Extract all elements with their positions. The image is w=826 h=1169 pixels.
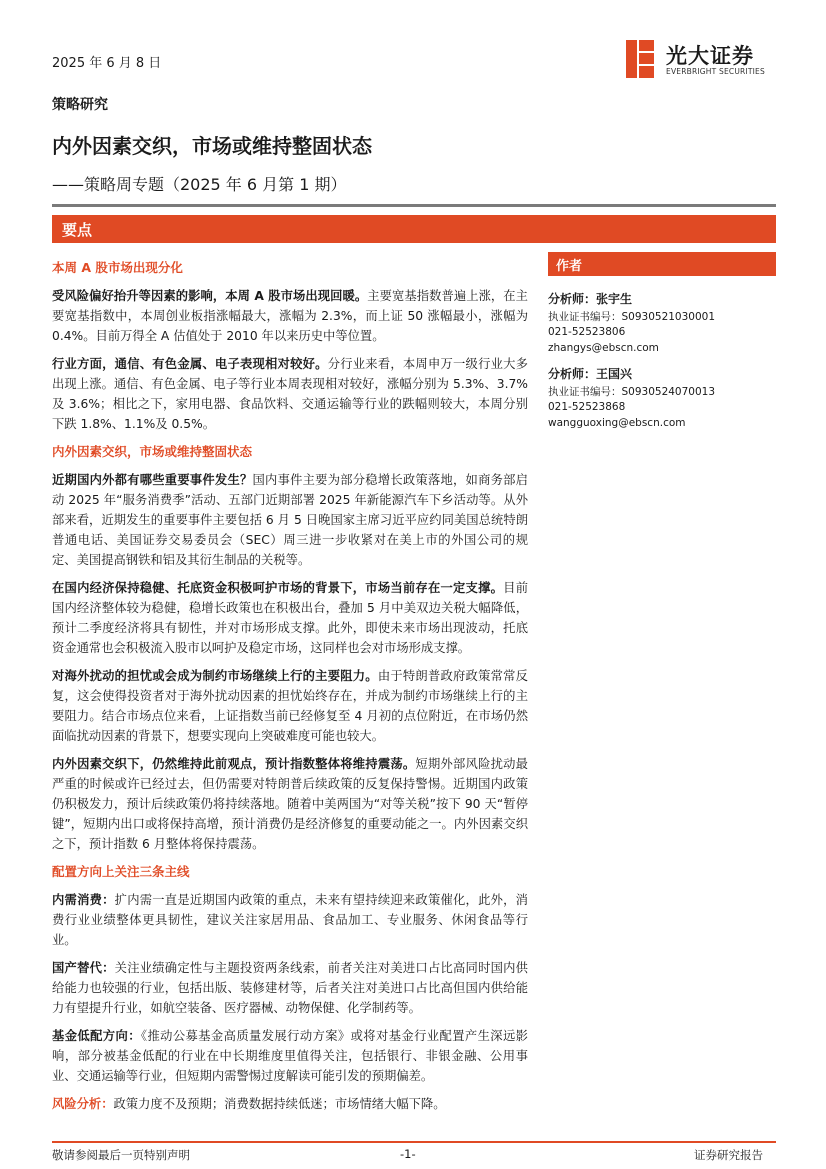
paragraph — [52, 354, 528, 434]
paragraph-lead: 近期国内外都有哪些重要事件发生？ — [52, 473, 253, 487]
footer-divider — [52, 1141, 776, 1143]
page-number: -1- — [400, 1147, 416, 1161]
key-points-label: 要点 — [62, 221, 93, 239]
analyst-phone: 021-52523868 — [548, 401, 626, 413]
company-logo — [626, 38, 776, 80]
paragraph-body: 目前国内经济整体较为稳健，稳增长政策也在积极出台，叠加 5 月中美双边关税大幅降低，预计二季度经济将具有韧性，并对市场形成支撑。此外，即使未来市场出现波动，托底资金通常也会积极流入股市以呵护及稳定市场，这同样也会对市场形成支撑。 — [52, 581, 528, 655]
paragraph-body: 扩内需一直是近期国内政策的重点，未来有望持续迎来政策催化，此外，消费行业业绩整体更具韧性，建议关注家居用品、食品加工、专业服务、休闲食品等行业。 — [52, 893, 528, 947]
analyst-name: 分析师：王国兴 — [548, 367, 633, 381]
paragraph-lead: 内需消费： — [52, 893, 115, 907]
paragraph-lead: 国产替代： — [52, 961, 115, 975]
analyst-card — [548, 292, 776, 356]
paragraph-body: 由于特朗普政府政策常常反复，这会使得投资者对于海外扰动因素的担忧始终存在，并成为制约市场继续上行的主要阻力。结合市场点位来看，上证指数当前已经修复至 4 月初的点位附近，在市场仍然面临扰动因素的背景下，想要实现向上突破难度可能也较大。 — [52, 669, 528, 743]
paragraph-body: 关注业绩确定性与主题投资两条线索，前者关注对美进口占比高同时国内供给能力也较强的行业，包括出版、装修建材等，后者关注对美进口占比高但国内供给能力有望提升行业，如航空装备、医疗器械、动物保健、化学制药等。 — [52, 961, 528, 1015]
paragraph — [52, 286, 528, 346]
analyst-email[interactable]: zhangys@ebscn.com — [548, 341, 659, 354]
report-date: 2025 年 6 月 8 日 — [52, 56, 162, 71]
main-content — [52, 258, 528, 1122]
paragraph-lead: 受风险偏好抬升等因素的影响，本周 A 股市场出现回暖。 — [52, 289, 368, 303]
page-title: 内外因素交织，市场或维持整固状态 — [52, 134, 372, 158]
paragraph-lead: 内外因素交织下，仍然维持此前观点，预计指数整体将维持震荡。 — [52, 757, 416, 771]
paragraph-body: 国内事件主要为部分稳增长政策落地，如商务部启动 2025 年“服务消费季”活动、五部门近期部署 2025 年新能源汽车下乡活动等。从外部来看，近期发生的重要事件主要包括 6 月 5 日晚国家主席习近平应约同美国总统特朗普通电话、美国证券交易委员会（SEC）周三进一步收紧对在美上市的外国公司的规定、美国提高钢铁和铝及其衍生制品的关税等。 — [52, 473, 528, 567]
logo-text-cn: 光大证券 — [666, 44, 754, 68]
paragraph — [52, 666, 528, 746]
analyst-email[interactable]: wangguoxing@ebscn.com — [548, 416, 686, 429]
authors-bar — [548, 252, 776, 276]
paragraph-lead: 基金低配方向： — [52, 1029, 141, 1043]
page-subtitle: ——策略周专题（2025 年 6 月第 1 期） — [52, 175, 347, 194]
analyst-cert: 执业证书编号：S0930521030001 — [548, 310, 716, 323]
paragraph — [52, 578, 528, 658]
section-heading: 内外因素交织，市场或维持整固状态 — [52, 444, 253, 459]
paragraph-body: 《推动公募基金高质量发展行动方案》或将对基金行业配置产生深远影响，部分被基金低配的行业在中长期维度里值得关注，包括银行、非银金融、公用事业、交通运输等行业，但短期内需警惕过度解读可能引发的预期偏差。 — [52, 1029, 528, 1083]
paragraph — [52, 1026, 528, 1086]
paragraph-body: 主要宽基指数普遍上涨，在主要宽基指数中，本周创业板指涨幅最大，涨幅为 2.3%，而上证 50 涨幅最小，涨幅为 0.4%。目前万得全 A 估值处于 2010 年以来历史中等位置。 — [52, 289, 528, 343]
logo-text-en: EVERBRIGHT SECURITIES — [666, 67, 765, 76]
analyst-card — [548, 367, 776, 431]
paragraph-lead: 行业方面，通信、有色金属、电子表现相对较好。 — [52, 357, 328, 371]
paragraph-lead: 对海外扰动的担忧或会成为制约市场继续上行的主要阻力。 — [52, 669, 378, 683]
analyst-phone: 021-52523806 — [548, 326, 626, 338]
section-outlook — [52, 442, 528, 854]
header-divider — [52, 204, 776, 207]
risk-text: 政策力度不及预期；消费数据持续低迷；市场情绪大幅下降。 — [113, 1097, 446, 1111]
paragraph — [52, 958, 528, 1018]
paragraph-body: 分行业来看，本周申万一级行业大多出现上涨。通信、有色金属、电子等行业本周表现相对较好，涨幅分别为 5.3%、3.7%及 3.6%；相比之下，家用电器、食品饮料、交通运输等行业的跌幅则较大，本周分别下跌 1.8%、1.1%及 0.5%。 — [52, 357, 528, 431]
risk-label: 风险分析： — [52, 1097, 114, 1111]
analyst-cert: 执业证书编号：S0930524070013 — [548, 385, 716, 398]
key-points-bar — [52, 215, 776, 243]
paragraph — [52, 890, 528, 950]
section-heading: 配置方向上关注三条主线 — [52, 864, 190, 879]
paragraph-body: 短期外部风险扰动最严重的时候或许已经过去，但仍需要对特朗普后续政策的反复保持警惕。近期国内政策仍积极发力，预计后续政策仍将持续落地。随着中美两国为“对等关税”按下 90 天“暂停键”，短期内出口或将保持高增，预计消费仍是经济修复的重要动能之一。内外因素交织之下，预计指数 6 月整体将保持震荡。 — [52, 757, 528, 851]
footer-disclaimer: 敬请参阅最后一页特别声明 — [52, 1148, 190, 1162]
section-heading: 本周 A 股市场出现分化 — [52, 260, 183, 275]
risk-analysis — [52, 1094, 528, 1114]
paragraph — [52, 754, 528, 854]
paragraph-lead: 在国内经济保持稳健、托底资金积极呵护市场的背景下，市场当前存在一定支撑。 — [52, 581, 504, 595]
section-allocation — [52, 862, 528, 1086]
authors-label: 作者 — [556, 259, 583, 274]
everbright-logo-icon — [626, 38, 656, 80]
paragraph — [52, 470, 528, 570]
footer-report-type: 证券研究报告 — [694, 1148, 763, 1162]
report-category: 策略研究 — [52, 97, 108, 113]
section-market — [52, 258, 528, 434]
analyst-name: 分析师：张宇生 — [548, 292, 633, 306]
